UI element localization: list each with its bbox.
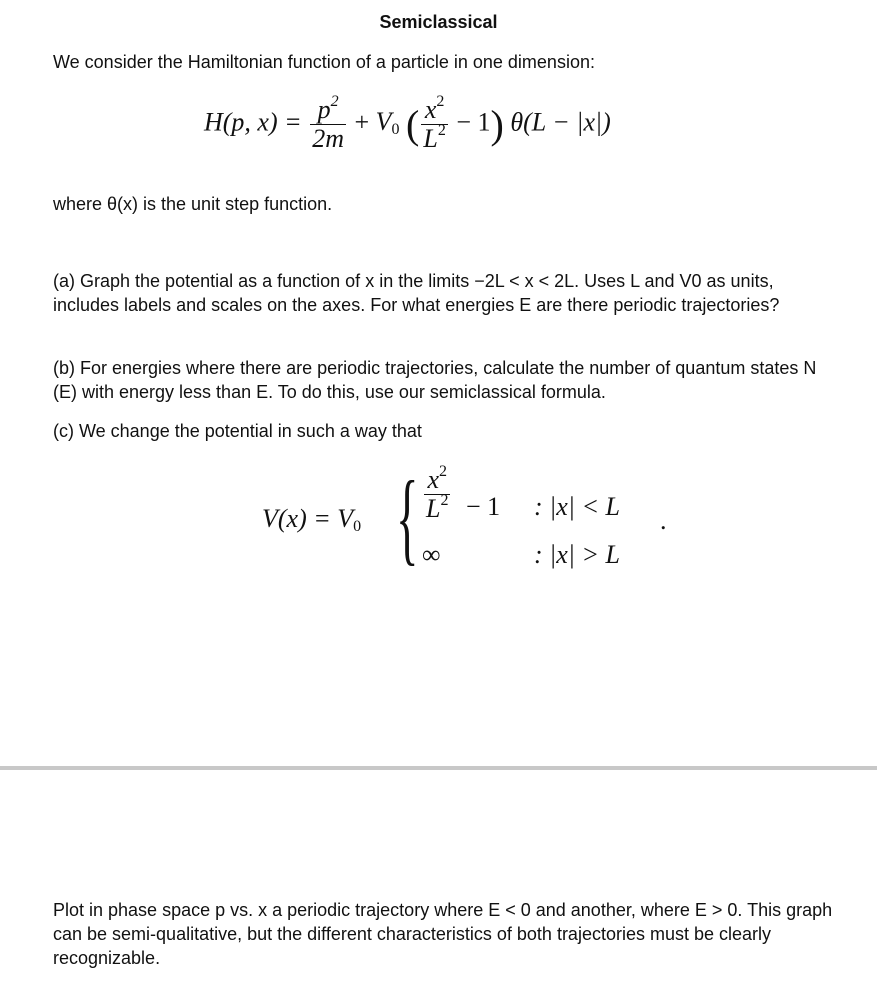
- eq1-fraction-kinetic: $\frac{p^2}{2m}$: [312, 93, 344, 153]
- eq1-v0: $V_0$: [375, 107, 400, 139]
- eq2-case2-condition: : |x| > L: [534, 540, 620, 569]
- hamiltonian-equation: [204, 93, 611, 153]
- eq2-case1-fraction: $\frac{x^2}{L^2}$: [426, 463, 449, 523]
- eq1-step-function: θ(L − |x|): [510, 107, 611, 137]
- page-title: Semiclassical: [379, 12, 498, 32]
- eq2-period: .: [660, 506, 667, 535]
- eq1-right-paren: ): [490, 102, 504, 147]
- section-divider: [0, 766, 877, 770]
- part-b-text: (b) For energies where there are periodic trajectories, calculate the number of quantum states N (E) with energy less than E. To do this, use our semiclassical formula.: [53, 358, 817, 402]
- eq1-lhs: H(p, x) =: [204, 107, 302, 137]
- eq1-plus: +: [354, 107, 370, 137]
- eq1-minus-one: − 1: [456, 107, 491, 137]
- piecewise-potential-equation: [262, 460, 682, 586]
- eq1-left-paren: (: [406, 102, 420, 147]
- footer-text: Plot in phase space p vs. x a periodic trajectory where E < 0 and another, where E > 0. This graph can be semi-qualitative, but the different characteristics of both trajectories must be clearly recognizable.: [53, 900, 833, 968]
- where-text: where θ(x) is the unit step function.: [53, 194, 333, 214]
- eq2-case1-minus-one: − 1: [466, 492, 501, 521]
- eq2-case1-condition: : |x| < L: [534, 492, 620, 521]
- eq2-lhs: $V(x) = V_0$: [262, 504, 362, 535]
- eq2-brace: {: [396, 460, 419, 575]
- eq2-case2-infinity: ∞: [422, 540, 441, 569]
- part-c-text: (c) We change the potential in such a way that: [53, 421, 422, 441]
- part-a-text: (a) Graph the potential as a function of x in the limits −2L < x < 2L. Uses L and V0 as units, includes labels and scales on the axes. For what energies E are there periodic trajectories?: [53, 271, 780, 315]
- eq1-fraction-potential: $\frac{x^2}{L^2}$: [423, 93, 446, 153]
- intro-text: We consider the Hamiltonian function of a particle in one dimension:: [53, 52, 595, 72]
